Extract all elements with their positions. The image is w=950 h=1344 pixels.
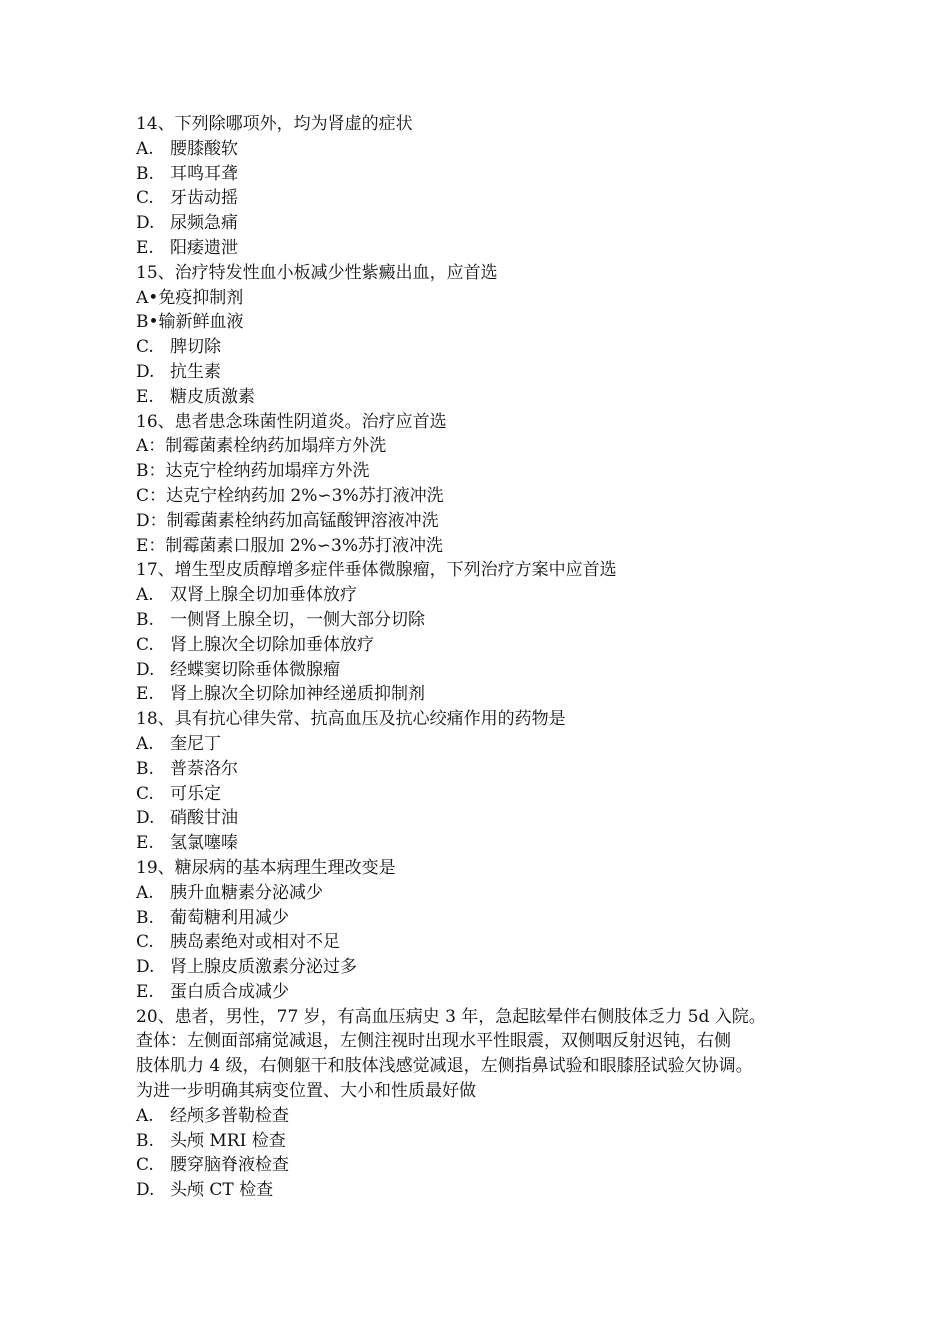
option-label: B. bbox=[136, 163, 154, 184]
question-15-option-a bbox=[136, 286, 826, 311]
option-text: 腰膝酸软 bbox=[170, 138, 238, 159]
question-20-stem-line-2: 查体：左侧面部痛觉减退，左侧注视时出现水平性眼震，双侧咽反射迟钝，右侧 bbox=[136, 1031, 731, 1052]
question-14-option-a bbox=[136, 137, 826, 162]
option-text: 阳痿遗泄 bbox=[170, 237, 238, 258]
option-text: 牙齿动摇 bbox=[170, 188, 238, 209]
option-label: B. bbox=[136, 758, 154, 779]
question-16-option-a bbox=[136, 434, 826, 459]
question-20-option-c bbox=[136, 1153, 826, 1178]
option-text: 制霉菌素口服加 2%∽3%苏打液冲洗 bbox=[165, 535, 444, 556]
option-label: D. bbox=[136, 1180, 155, 1201]
option-text: 普萘洛尔 bbox=[170, 758, 238, 779]
question-16-option-d bbox=[136, 509, 826, 534]
option-text: 尿频急痛 bbox=[170, 213, 238, 234]
option-text: 肾上腺皮质激素分泌过多 bbox=[170, 957, 357, 978]
option-text: 硝酸甘油 bbox=[170, 808, 238, 829]
question-19-option-e bbox=[136, 980, 826, 1005]
option-label: D. bbox=[136, 957, 155, 978]
option-label: B. bbox=[136, 907, 154, 928]
option-text: 制霉菌素栓纳药加塌痒方外洗 bbox=[165, 436, 387, 457]
option-label: A： bbox=[136, 436, 166, 457]
question-14-option-d bbox=[136, 211, 826, 236]
option-text: 氢氯噻嗪 bbox=[170, 833, 238, 854]
option-label: A. bbox=[136, 1105, 154, 1126]
option-text: 耳鸣耳聋 bbox=[170, 163, 238, 184]
option-label: B： bbox=[136, 461, 166, 482]
question-16-option-e bbox=[136, 534, 826, 559]
question-18-option-b bbox=[136, 757, 826, 782]
question-15-option-b bbox=[136, 310, 826, 335]
option-label: E. bbox=[136, 237, 154, 258]
option-label: E. bbox=[136, 386, 154, 407]
question-17-stem: 17、增生型皮质醇增多症伴垂体微腺瘤，下列治疗方案中应首选 bbox=[136, 560, 617, 581]
question-17-option-c bbox=[136, 633, 826, 658]
option-text: 一侧肾上腺全切，一侧大部分切除 bbox=[170, 609, 425, 630]
option-label: D. bbox=[136, 361, 155, 382]
question-17-option-b bbox=[136, 608, 826, 633]
question-15-stem: 15、治疗特发性血小板减少性紫癜出血，应首选 bbox=[136, 262, 498, 283]
question-15-option-d bbox=[136, 360, 826, 385]
option-text: 葡萄糖利用减少 bbox=[170, 907, 289, 928]
option-label: E. bbox=[136, 833, 154, 854]
option-text: 可乐定 bbox=[170, 783, 221, 804]
option-label: A. bbox=[136, 882, 154, 903]
question-18-option-a bbox=[136, 732, 826, 757]
option-text: 双肾上腺全切加垂体放疗 bbox=[170, 585, 357, 606]
option-label: D： bbox=[136, 510, 167, 531]
option-label: A. bbox=[136, 585, 154, 606]
option-text: 糖皮质激素 bbox=[170, 386, 255, 407]
option-text: 输新鲜血液 bbox=[158, 312, 244, 333]
option-label: C. bbox=[136, 337, 154, 358]
option-text: 达克宁栓纳药加塌痒方外洗 bbox=[165, 461, 370, 482]
option-label: C. bbox=[136, 932, 154, 953]
document-page bbox=[136, 112, 826, 1203]
question-19-option-d bbox=[136, 955, 826, 980]
option-label: B. bbox=[136, 1130, 154, 1151]
question-19-option-b bbox=[136, 906, 826, 931]
question-15-option-e bbox=[136, 385, 826, 410]
question-19-option-c bbox=[136, 930, 826, 955]
option-label: D. bbox=[136, 213, 155, 234]
option-label: D. bbox=[136, 808, 155, 829]
option-label: E. bbox=[136, 981, 154, 1002]
option-label: E. bbox=[136, 684, 154, 705]
question-14-stem: 14、下列除哪项外，均为肾虚的症状 bbox=[136, 114, 413, 134]
option-label: A. bbox=[136, 138, 154, 159]
question-14-option-b bbox=[136, 162, 826, 187]
option-text: 奎尼丁 bbox=[170, 733, 221, 754]
option-text: 脾切除 bbox=[170, 337, 221, 358]
option-text: 经蝶窦切除垂体微腺瘤 bbox=[170, 659, 340, 680]
option-label: E： bbox=[136, 535, 166, 556]
question-16-stem: 16、患者患念珠菌性阴道炎。治疗应首选 bbox=[136, 411, 447, 432]
question-17-option-d bbox=[136, 658, 826, 683]
question-18-option-c bbox=[136, 782, 826, 807]
question-17-option-a bbox=[136, 583, 826, 608]
option-label: B• bbox=[136, 312, 159, 333]
question-17-option-e bbox=[136, 682, 826, 707]
question-16-option-c bbox=[136, 484, 826, 509]
question-16-option-b bbox=[136, 459, 826, 484]
option-text: 经颅多普勒检查 bbox=[170, 1105, 289, 1126]
question-20-stem-line-3: 肢体肌力 4 级，右侧躯干和肢体浅感觉减退，左侧指鼻试验和眼膝胫试验欠协调。 bbox=[136, 1056, 753, 1077]
option-label: D. bbox=[136, 659, 155, 680]
question-20-option-b bbox=[136, 1129, 826, 1154]
option-text: 胰升血糖素分泌减少 bbox=[170, 882, 323, 903]
option-text: 肾上腺次全切除加垂体放疗 bbox=[170, 634, 374, 655]
question-18-stem: 18、具有抗心律失常、抗高血压及抗心绞痛作用的药物是 bbox=[136, 709, 566, 730]
option-text: 达克宁栓纳药加 2%∽3%苏打液冲洗 bbox=[166, 485, 444, 506]
option-label: C. bbox=[136, 634, 154, 655]
option-text: 头颅 MRI 检查 bbox=[170, 1130, 286, 1151]
option-text: 腰穿脑脊液检查 bbox=[170, 1155, 289, 1176]
question-19-stem: 19、糖尿病的基本病理生理改变是 bbox=[136, 857, 396, 878]
question-20-option-a bbox=[136, 1104, 826, 1129]
question-18-option-e bbox=[136, 831, 826, 856]
question-14-option-c bbox=[136, 186, 826, 211]
question-20-option-d bbox=[136, 1178, 826, 1203]
option-label: A. bbox=[136, 733, 154, 754]
option-label: C. bbox=[136, 1155, 154, 1176]
option-text: 胰岛素绝对或相对不足 bbox=[170, 932, 340, 953]
option-text: 头颅 CT 检查 bbox=[170, 1180, 274, 1201]
option-text: 蛋白质合成减少 bbox=[170, 981, 289, 1002]
question-14-option-e bbox=[136, 236, 826, 261]
option-label: C. bbox=[136, 783, 154, 804]
question-19-option-a bbox=[136, 881, 826, 906]
option-text: 肾上腺次全切除加神经递质抑制剂 bbox=[170, 684, 425, 705]
question-20-stem-line-4: 为进一步明确其病变位置、大小和性质最好做 bbox=[136, 1081, 476, 1102]
option-label: B. bbox=[136, 609, 154, 630]
question-15-option-c bbox=[136, 335, 826, 360]
option-label: C. bbox=[136, 188, 154, 209]
option-text: 免疫抑制剂 bbox=[158, 287, 244, 308]
question-20-stem-line-1: 20、患者，男性，77 岁，有高血压病史 3 年，急起眩晕伴右侧肢体乏力 5d 入院。 bbox=[136, 1006, 766, 1027]
option-text: 制霉菌素栓纳药加高锰酸钾溶液冲洗 bbox=[166, 510, 439, 531]
option-label: A• bbox=[136, 287, 159, 308]
option-text: 抗生素 bbox=[170, 361, 221, 382]
option-label: C： bbox=[136, 485, 167, 506]
question-18-option-d bbox=[136, 806, 826, 831]
